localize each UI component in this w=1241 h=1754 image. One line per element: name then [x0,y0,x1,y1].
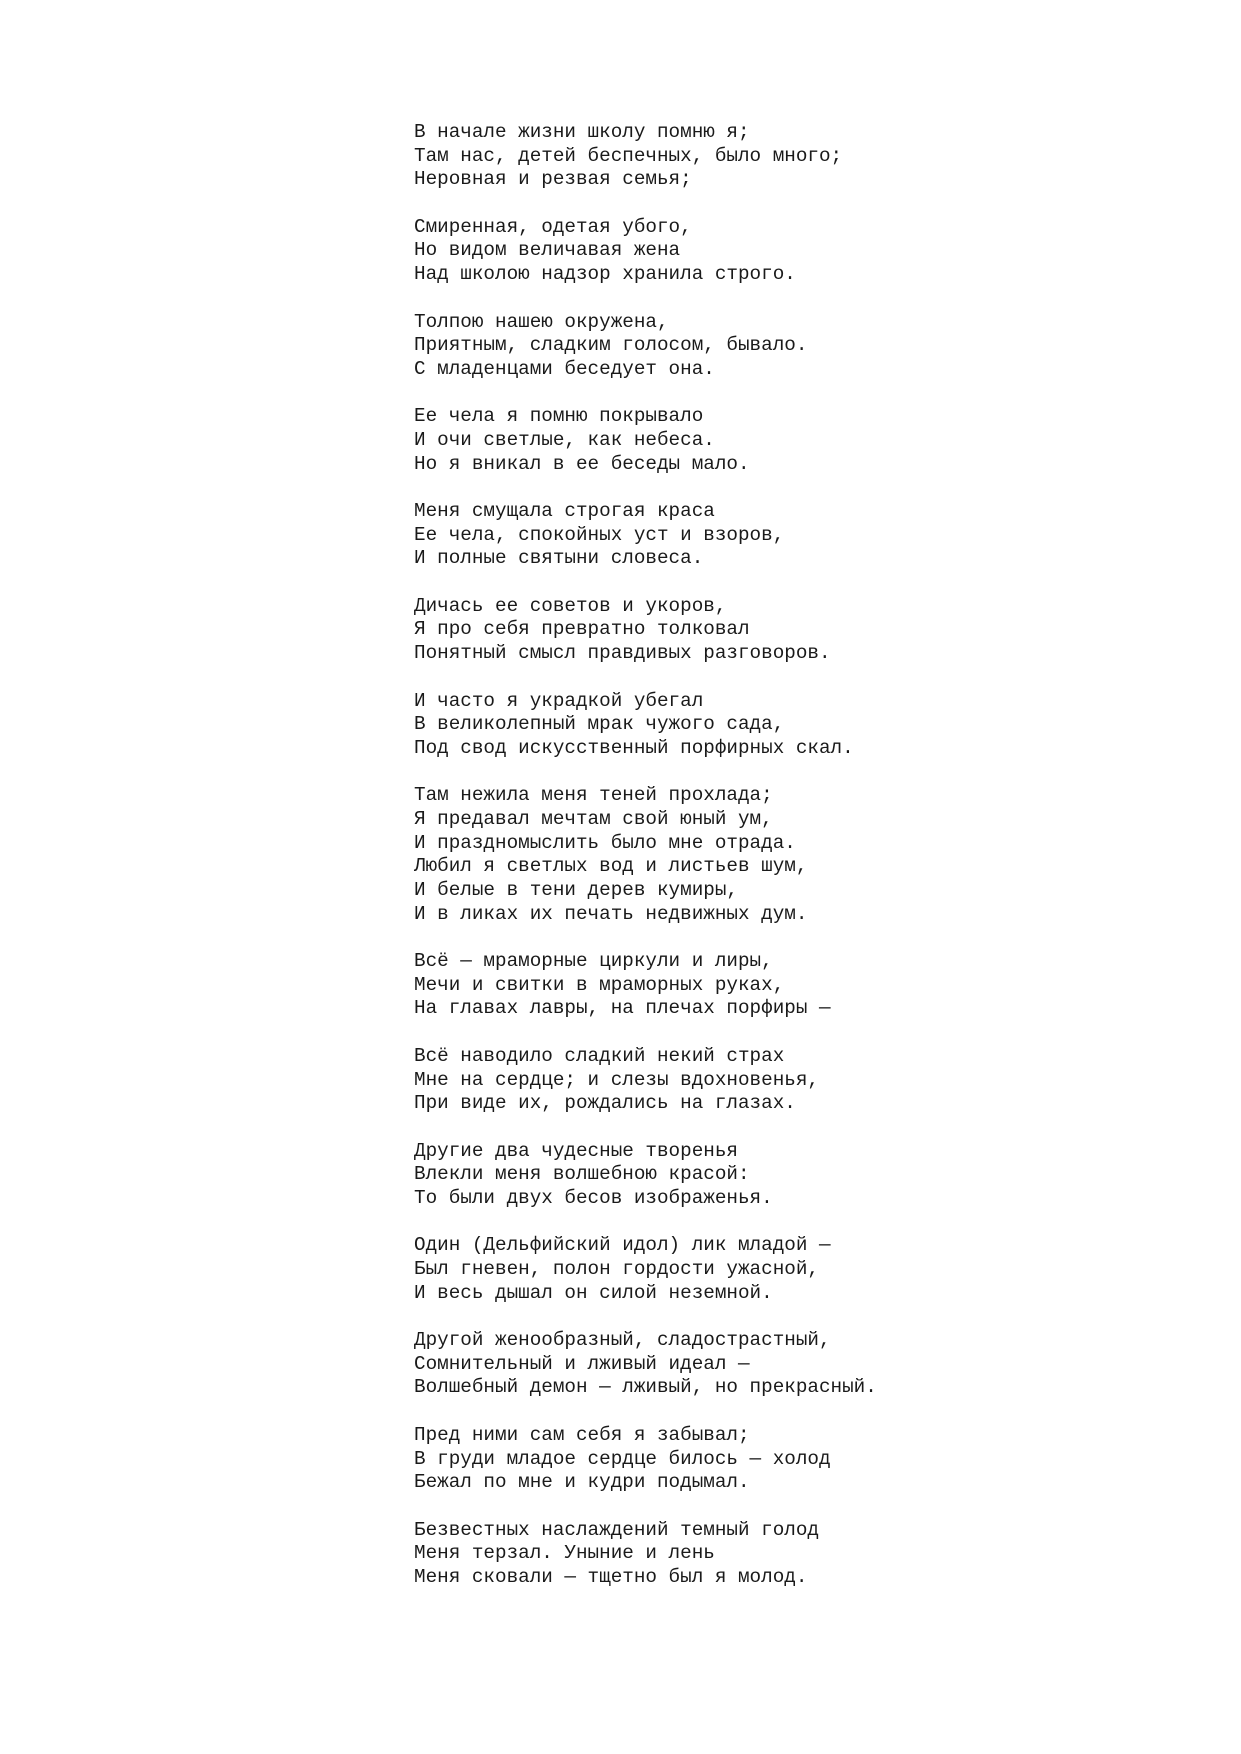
poem-line: То были двух бесов изображенья. [414,1186,773,1209]
poem-line: И часто я украдкой убегал [414,689,704,712]
stanza [414,1519,1214,1590]
poem-line: Был гневен, полон гордости ужасной, [414,1258,819,1280]
poem-line: На главах лавры, на плечах порфиры — [414,997,831,1020]
stanza [414,1329,1214,1400]
poem-line: Меня терзал. Уныние и лень [414,1542,715,1565]
poem-line: Пред ними сам себя я забывал; [414,1423,750,1446]
poem-line: В великолепный мрак чужого сада, [414,713,785,736]
poem-line: Толпою нашею окружена, [414,310,669,333]
poem-line: Ее чела я помню покрывало [414,405,704,428]
poem-line: Там нас, детей беспечных, было много; [414,144,843,167]
poem-line: Неровная и резвая семья; [414,168,692,191]
poem-line: Ее чела, спокойных уст и взоров, [414,523,785,546]
poem-line: Мне на сердце; и слезы вдохновенья, [414,1068,819,1091]
poem-line: Я про себя превратно толковал [414,618,750,641]
stanza [414,595,1214,666]
stanza [414,690,1214,761]
stanza [414,1424,1214,1495]
poem-line: Влекли меня волшебною красой: [414,1163,750,1186]
stanza [414,405,1214,476]
poem-line: И в ликах их печать недвижных дум. [414,902,808,925]
poem-line: Бежал по мне и кудри подымал. [414,1471,750,1494]
poem-line: И полные святыни словеса. [414,547,704,570]
poem-line: Но видом величавая жена [414,239,681,262]
poem-line: В груди младое сердце билось — холод [414,1447,831,1470]
poem-line: С младенцами беседует она. [414,357,715,380]
poem-line: Над школою надзор хранила строго. [414,263,796,286]
poem-line: Другой женообразный, сладострастный, [414,1329,831,1352]
poem-line: Один (Дельфийский идол) лик младой — [414,1234,831,1257]
stanza [414,1140,1214,1211]
poem-line: Любил я светлых вод и листьев шум, [414,855,808,878]
poem-line: И праздномыслить было мне отрада. [414,831,796,854]
poem-line: В начале жизни школу помню я; [414,121,750,143]
stanza [414,216,1214,287]
poem-line: И белые в тени дерев кумиры, [414,879,738,901]
poem-line: Дичась ее советов и укоров, [414,594,727,617]
poem-line: Безвестных наслаждений темный голод [414,1518,819,1541]
poem-line: Волшебный демон — лживый, но прекрасный. [414,1376,877,1399]
poem-line: Понятный смысл правдивых разговоров. [414,642,831,665]
poem-body [414,121,1214,1613]
poem-line: Меня сковали — тщетно был я молод. [414,1565,808,1588]
poem-line: Приятным, сладким голосом, бывало. [414,334,808,357]
stanza [414,784,1214,926]
poem-line: Другие два чудесные творенья [414,1139,738,1162]
stanza [414,950,1214,1021]
poem-line: Но я вникал в ее беседы мало. [414,452,750,475]
poem-line: Я предавал мечтам свой юный ум, [414,807,773,830]
poem-line: При виде их, рождались на глазах. [414,1092,796,1115]
poem-line: Меня смущала строгая краса [414,500,715,522]
poem-line: И очи светлые, как небеса. [414,428,715,451]
stanza [414,1045,1214,1116]
stanza [414,1234,1214,1305]
poem-line: И весь дышал он силой неземной. [414,1281,773,1304]
poem-line: Сомнительный и лживый идеал — [414,1352,750,1375]
poem-line: Под свод искусственный порфирных скал. [414,736,854,759]
poem-line: Всё наводило сладкий некий страх [414,1044,785,1067]
poem-line: Там нежила меня теней прохлада; [414,784,773,807]
stanza [414,311,1214,382]
poem-line: Мечи и свитки в мраморных руках, [414,973,785,996]
stanza [414,121,1214,192]
poem-line: Всё — мраморные циркули и лиры, [414,950,773,973]
poem-line: Смиренная, одетая убого, [414,215,692,238]
stanza [414,500,1214,571]
